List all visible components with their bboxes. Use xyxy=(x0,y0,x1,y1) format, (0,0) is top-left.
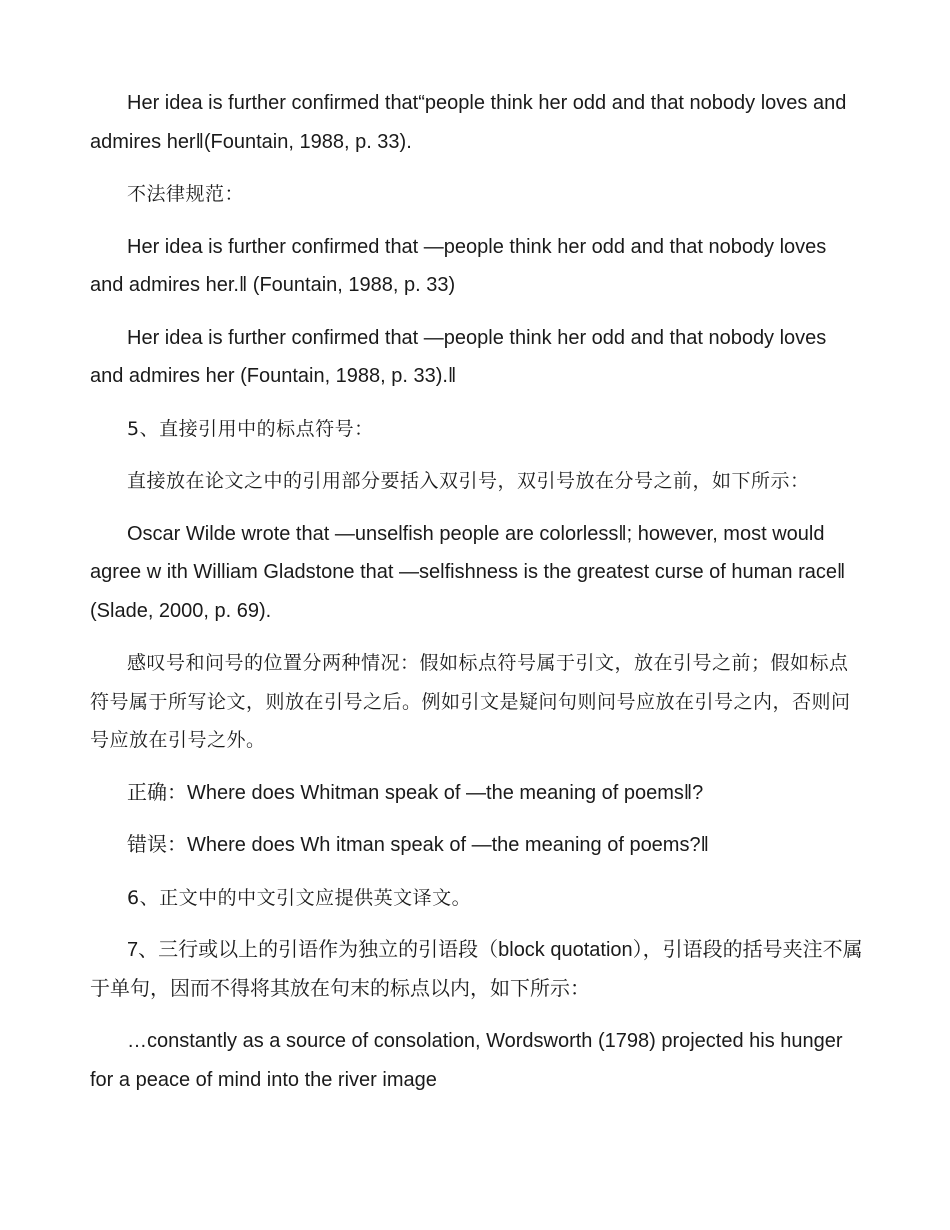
paragraph-4: Her idea is further confirmed that —people think her odd and that nobody loves and admires her (Fountain, 1988, p. 33).ǁ xyxy=(90,326,827,387)
paragraph-3: Her idea is further confirmed that —people think her odd and that nobody loves and admires her.ǁ (Fountain, 1988, p. 33) xyxy=(90,235,827,296)
paragraph-13: …constantly as a source of consolation, Wordsworth (1798) projected his hunger for a peace of mind into the river image xyxy=(90,1030,843,1091)
section-heading-6: 6、正文中的中文引文应提供英文译文。 xyxy=(127,886,472,909)
paragraph-1: Her idea is further confirmed that“people think her odd and that nobody loves and admires herǁ(Fountain, 1988, p. 33). xyxy=(90,92,847,153)
example-correct: 正确：Where does Whitman speak of —the meaning of poemsǁ? xyxy=(127,781,704,804)
paragraph-6: 直接放在论文之中的引用部分要括入双引号，双引号放在分号之前，如下所示： xyxy=(127,470,810,492)
paragraph-8: 感叹号和问号的位置分两种情况：假如标点符号属于引文，放在引号之前；假如标点符号属于所写论文，则放在引号之后。例如引文是疑问句则问号应放在引号之内，否则问号应放在引号之外。 xyxy=(90,652,851,751)
document-page xyxy=(90,84,865,1113)
paragraph-heading-nonstandard: 不法律规范： xyxy=(127,183,245,205)
paragraph-7: Oscar Wilde wrote that —unselfish people are colorlessǁ; however, most would agree w ith William Gladstone that —selfishness is the greatest curse of human raceǁ (Slade, 2000, p. 69). xyxy=(90,522,846,622)
section-heading-5: 5、直接引用中的标点符号： xyxy=(127,417,374,440)
section-heading-7: 7、三行或以上的引语作为独立的引语段（block quotation），引语段的括号夹注不属于单句，因而不得将其放在句末的标点以内，如下所示： xyxy=(90,939,863,1000)
example-incorrect: 错误：Where does Wh itman speak of —the meaning of poems?ǁ xyxy=(127,834,709,856)
